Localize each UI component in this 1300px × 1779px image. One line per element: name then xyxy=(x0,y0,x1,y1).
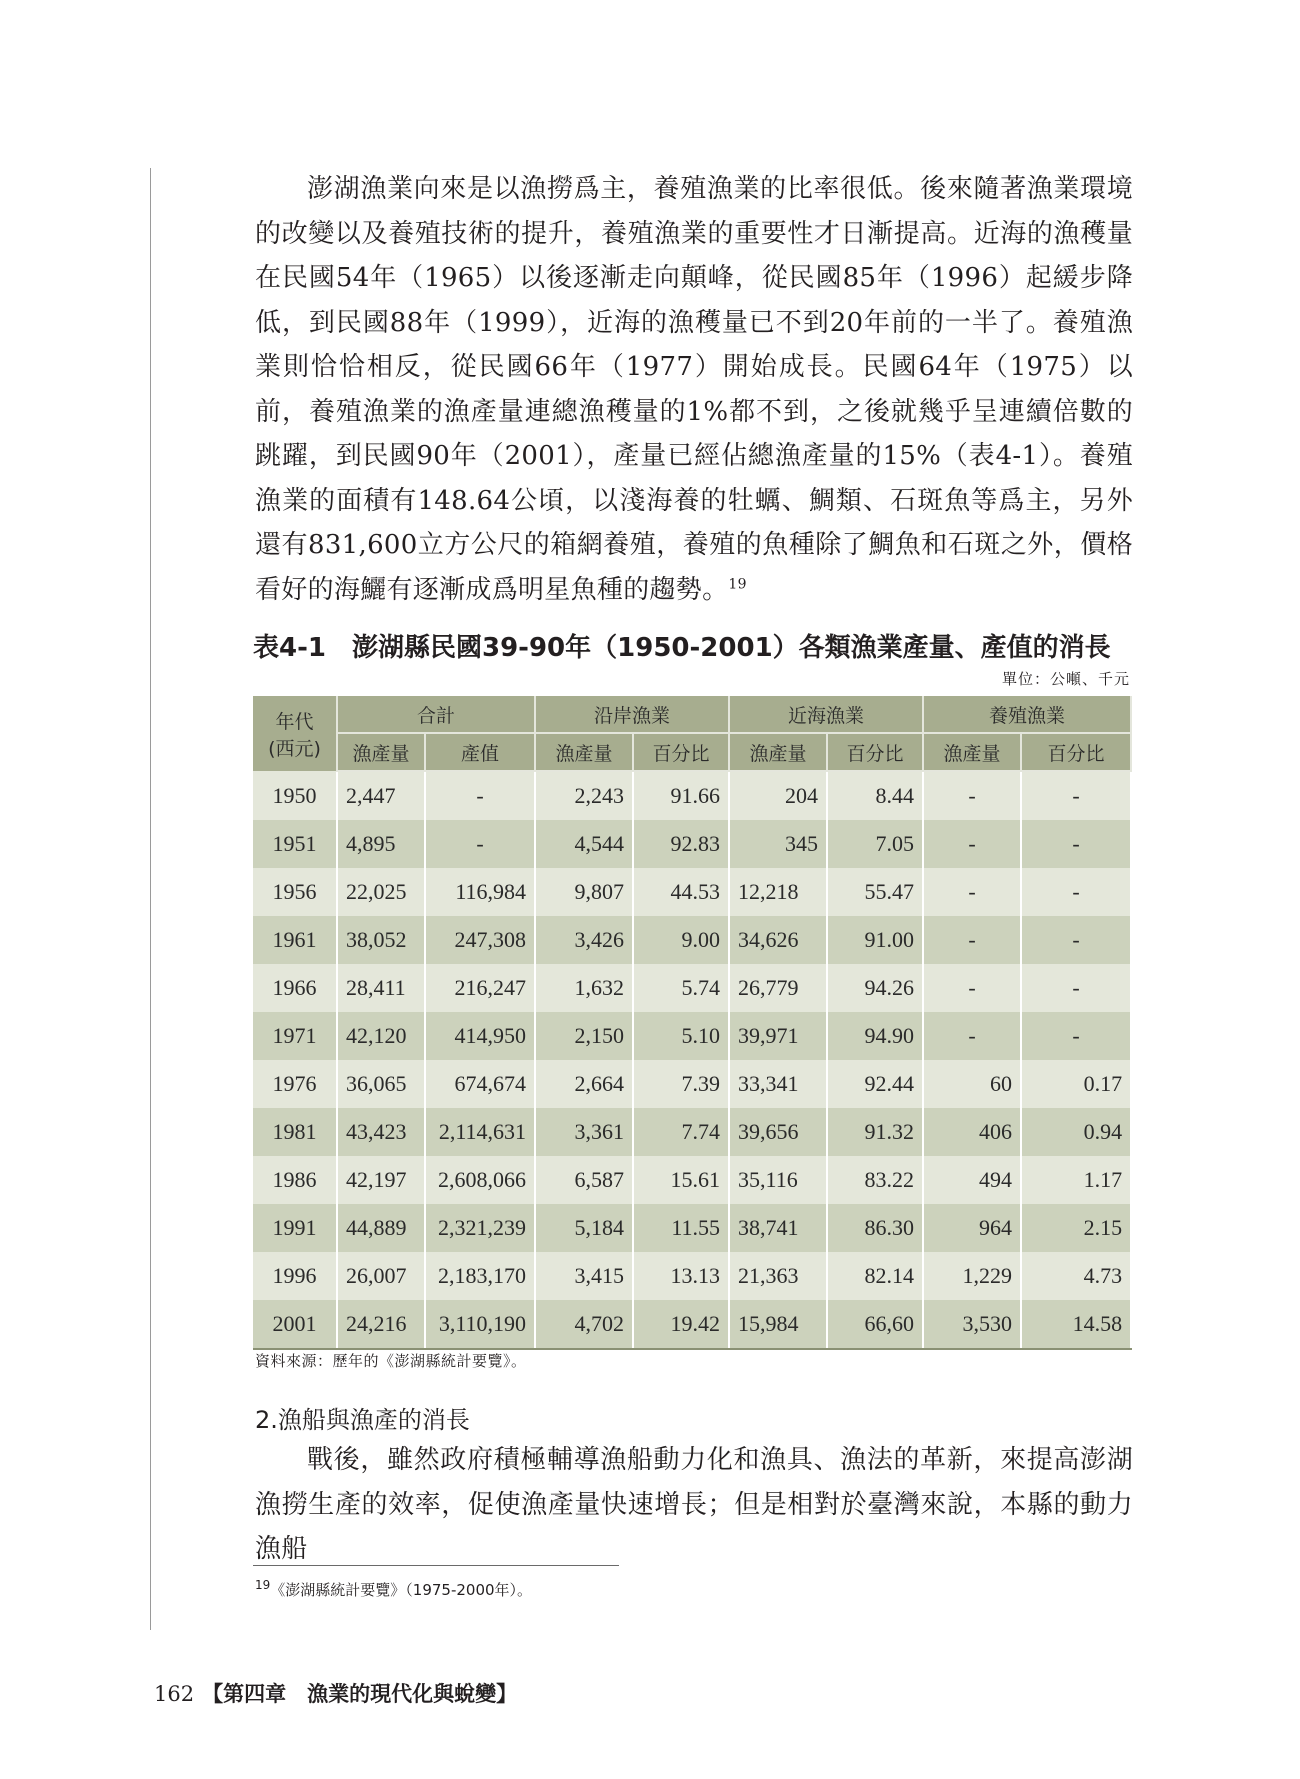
table-cell: 2,243 xyxy=(535,771,633,820)
table-cell: 15,984 xyxy=(729,1300,827,1349)
table-cell: 216,247 xyxy=(425,964,535,1012)
paragraph-2: 戰後，雖然政府積極輔導漁船動力化和漁具、漁法的革新，來提高澎湖漁撈生產的效率，促使漁產量快速增長；但是相對於臺灣來說，本縣的動力漁船 xyxy=(255,1445,1133,1564)
table-cell: 42,120 xyxy=(337,1012,425,1060)
table-cell: - xyxy=(1021,820,1131,868)
table-cell: 39,656 xyxy=(729,1108,827,1156)
footnote-rule xyxy=(253,1565,619,1566)
footnote-text: 《澎湖縣統計要覽》（1975-2000年）。 xyxy=(270,1581,533,1599)
table-cell: 38,052 xyxy=(337,916,425,964)
unit-note: 單位：公噸、千元 xyxy=(1001,670,1130,688)
sub-header: 百分比 xyxy=(633,733,729,771)
table-cell: 66,60 xyxy=(827,1300,923,1349)
table-cell: 92.44 xyxy=(827,1060,923,1108)
sub-header: 百分比 xyxy=(827,733,923,771)
table-cell: 5.10 xyxy=(633,1012,729,1060)
footnote-ref: 19 xyxy=(728,575,747,592)
table-cell: 38,741 xyxy=(729,1204,827,1252)
table-cell: 9.00 xyxy=(633,916,729,964)
table-cell: 2,321,239 xyxy=(425,1204,535,1252)
table-cell: 5,184 xyxy=(535,1204,633,1252)
table-cell: 44,889 xyxy=(337,1204,425,1252)
table-cell: 406 xyxy=(923,1108,1021,1156)
sub-header: 漁產量 xyxy=(337,733,425,771)
table-row xyxy=(253,1204,1131,1252)
table-cell: 11.55 xyxy=(633,1204,729,1252)
table-row xyxy=(253,1156,1131,1204)
table-cell: 116,984 xyxy=(425,868,535,916)
table-cell: 44.53 xyxy=(633,868,729,916)
table-cell: 83.22 xyxy=(827,1156,923,1204)
table-cell: 204 xyxy=(729,771,827,820)
table-cell: - xyxy=(425,820,535,868)
footnote xyxy=(255,1578,532,1600)
table-cell: 247,308 xyxy=(425,916,535,964)
body-text-2 xyxy=(255,1438,1133,1572)
footnote-mark: 19 xyxy=(255,1578,271,1592)
group-header: 養殖漁業 xyxy=(923,696,1131,733)
table-body xyxy=(253,771,1131,1349)
table-cell: 91.00 xyxy=(827,916,923,964)
year-cell: 1956 xyxy=(253,868,337,916)
sub-header: 漁產量 xyxy=(729,733,827,771)
year-cell: 1976 xyxy=(253,1060,337,1108)
table-cell: 6,587 xyxy=(535,1156,633,1204)
year-cell: 1986 xyxy=(253,1156,337,1204)
table-cell: 82.14 xyxy=(827,1252,923,1300)
table-cell: 345 xyxy=(729,820,827,868)
year-cell: 1981 xyxy=(253,1108,337,1156)
table-caption-title: 澎湖縣民國39-90年（1950-2001）各類漁業產量、產值的消長 xyxy=(351,633,1111,663)
table-cell: 4,895 xyxy=(337,820,425,868)
table-cell: 91.32 xyxy=(827,1108,923,1156)
table-cell: - xyxy=(923,916,1021,964)
table-row xyxy=(253,1108,1131,1156)
table-cell: 3,110,190 xyxy=(425,1300,535,1349)
table-cell: 15.61 xyxy=(633,1156,729,1204)
table-cell: 26,779 xyxy=(729,964,827,1012)
group-header-row xyxy=(253,696,1131,733)
table-cell: - xyxy=(1021,916,1131,964)
table-cell: 4,702 xyxy=(535,1300,633,1349)
year-header: 年代 (西元) xyxy=(253,696,337,771)
table-cell: 26,007 xyxy=(337,1252,425,1300)
table-cell: 2,608,066 xyxy=(425,1156,535,1204)
year-cell: 1950 xyxy=(253,771,337,820)
page-footer xyxy=(154,1678,517,1708)
table-cell: 2.15 xyxy=(1021,1204,1131,1252)
table-cell: - xyxy=(1021,964,1131,1012)
table-cell: 86.30 xyxy=(827,1204,923,1252)
paragraph-1: 澎湖漁業向來是以漁撈爲主，養殖漁業的比率很低。後來隨著漁業環境的改變以及養殖技術的提升，養殖漁業的重要性才日漸提高。近海的漁穫量在民國54年（1965）以後逐漸走向顛峰，從民國85年（1996）起緩步降低，到民國88年（1999），近海的漁穫量已不到20年前的一半了。養殖漁業則恰恰相反，從民國66年（1977）開始成長。民國64年（1975）以前，養殖漁業的漁產量連總漁穫量的1%都不到，之後就幾乎呈連續倍數的跳躍，到民國90年（2001），產量已經佔總漁產量的15%（表4-1）。養殖漁業的面積有148.64公頃，以淺海養的牡蠣、鯛類、石斑魚等爲主，另外還有831,600立方公尺的箱網養殖，養殖的魚種除了鯛魚和石斑之外，價格看好的海鱺有逐漸成爲明星魚種的趨勢。$^{19}$ xyxy=(255,174,1133,605)
page-number: 162 xyxy=(154,1682,195,1706)
chapter-title: 【第四章 漁業的現代化與蛻變】 xyxy=(202,1681,518,1706)
table-row xyxy=(253,1060,1131,1108)
table-caption-number: 表4-1 xyxy=(253,633,326,663)
year-cell: 1951 xyxy=(253,820,337,868)
table-cell: 22,025 xyxy=(337,868,425,916)
table-cell: - xyxy=(1021,771,1131,820)
table-row xyxy=(253,1012,1131,1060)
year-cell: 1971 xyxy=(253,1012,337,1060)
table-cell: 7.74 xyxy=(633,1108,729,1156)
table-cell: 7.05 xyxy=(827,820,923,868)
margin-rule xyxy=(150,168,151,1630)
table-cell: 4.73 xyxy=(1021,1252,1131,1300)
table-cell: - xyxy=(923,868,1021,916)
table-cell: 3,426 xyxy=(535,916,633,964)
year-cell: 1996 xyxy=(253,1252,337,1300)
table-cell: 94.26 xyxy=(827,964,923,1012)
table-cell: 2,114,631 xyxy=(425,1108,535,1156)
table-cell: - xyxy=(425,771,535,820)
year-cell: 1961 xyxy=(253,916,337,964)
table-row xyxy=(253,771,1131,820)
table-cell: 12,218 xyxy=(729,868,827,916)
sub-header: 百分比 xyxy=(1021,733,1131,771)
table-cell: 19.42 xyxy=(633,1300,729,1349)
table-cell: 13.13 xyxy=(633,1252,729,1300)
table-row xyxy=(253,820,1131,868)
table-cell: 2,664 xyxy=(535,1060,633,1108)
table-cell: 21,363 xyxy=(729,1252,827,1300)
year-cell: 2001 xyxy=(253,1300,337,1349)
table-cell: 42,197 xyxy=(337,1156,425,1204)
table-cell: 39,971 xyxy=(729,1012,827,1060)
table-cell: - xyxy=(923,1012,1021,1060)
table-cell: 36,065 xyxy=(337,1060,425,1108)
body-text xyxy=(255,167,1133,612)
table-cell: - xyxy=(923,964,1021,1012)
table-cell: - xyxy=(1021,1012,1131,1060)
year-cell: 1966 xyxy=(253,964,337,1012)
sub-header: 產值 xyxy=(425,733,535,771)
section-heading: 2.漁船與漁產的消長 xyxy=(255,1406,470,1434)
table-source: 資料來源：歷年的《澎湖縣統計要覽》。 xyxy=(255,1352,527,1370)
table-cell: 60 xyxy=(923,1060,1021,1108)
year-cell: 1991 xyxy=(253,1204,337,1252)
sub-header-row xyxy=(253,733,1131,771)
table-cell: - xyxy=(923,820,1021,868)
table-row xyxy=(253,916,1131,964)
table-cell: - xyxy=(923,771,1021,820)
table-cell: 1,632 xyxy=(535,964,633,1012)
table-row xyxy=(253,1300,1131,1349)
table-cell: 33,341 xyxy=(729,1060,827,1108)
table-cell: - xyxy=(1021,868,1131,916)
table-cell: 43,423 xyxy=(337,1108,425,1156)
table-cell: 4,544 xyxy=(535,820,633,868)
table-row xyxy=(253,1252,1131,1300)
group-header: 近海漁業 xyxy=(729,696,923,733)
table-cell: 2,183,170 xyxy=(425,1252,535,1300)
table-cell: 414,950 xyxy=(425,1012,535,1060)
table-cell: 1,229 xyxy=(923,1252,1021,1300)
table-cell: 34,626 xyxy=(729,916,827,964)
table-cell: 55.47 xyxy=(827,868,923,916)
table-cell: 2,150 xyxy=(535,1012,633,1060)
table-cell: 35,116 xyxy=(729,1156,827,1204)
table-cell: 3,361 xyxy=(535,1108,633,1156)
table-cell: 92.83 xyxy=(633,820,729,868)
table-cell: 964 xyxy=(923,1204,1021,1252)
table-cell: 28,411 xyxy=(337,964,425,1012)
table-cell: 8.44 xyxy=(827,771,923,820)
sub-header: 漁產量 xyxy=(535,733,633,771)
table-cell: 1.17 xyxy=(1021,1156,1131,1204)
table-cell: 5.74 xyxy=(633,964,729,1012)
table-cell: 494 xyxy=(923,1156,1021,1204)
table-caption xyxy=(253,627,1111,664)
sub-header: 漁產量 xyxy=(923,733,1021,771)
table-cell: 9,807 xyxy=(535,868,633,916)
group-header: 合計 xyxy=(337,696,535,733)
table-row xyxy=(253,868,1131,916)
fishery-table xyxy=(253,696,1132,1350)
table-cell: 0.94 xyxy=(1021,1108,1131,1156)
table-cell: 674,674 xyxy=(425,1060,535,1108)
table-cell: 94.90 xyxy=(827,1012,923,1060)
table-cell: 14.58 xyxy=(1021,1300,1131,1349)
table-cell: 3,530 xyxy=(923,1300,1021,1349)
table-cell: 7.39 xyxy=(633,1060,729,1108)
table-cell: 3,415 xyxy=(535,1252,633,1300)
table-cell: 2,447 xyxy=(337,771,425,820)
table-cell: 0.17 xyxy=(1021,1060,1131,1108)
table-cell: 91.66 xyxy=(633,771,729,820)
group-header: 沿岸漁業 xyxy=(535,696,729,733)
table-cell: 24,216 xyxy=(337,1300,425,1349)
table-row xyxy=(253,964,1131,1012)
